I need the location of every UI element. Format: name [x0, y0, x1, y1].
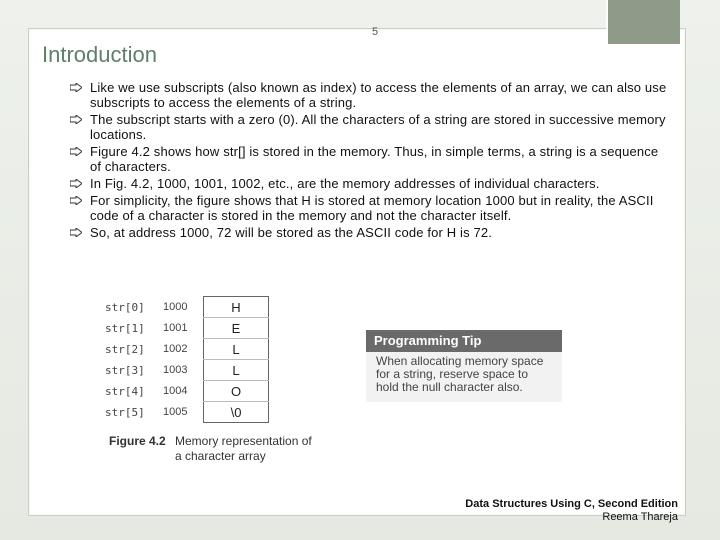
bullet-list	[70, 80, 670, 242]
memory-figure	[105, 296, 335, 471]
figure-caption	[109, 434, 315, 464]
address-label: 1002	[163, 343, 188, 355]
bullet-text: Figure 4.2 shows how str[] is stored in the memory. Thus, in simple terms, a string is a sequence of characters.	[90, 144, 659, 174]
table-row	[105, 360, 269, 381]
index-label: str[4]	[105, 384, 145, 398]
bullet-item	[70, 176, 670, 191]
arrow-bullet-icon	[70, 147, 82, 156]
page-number: 5	[372, 26, 379, 38]
bullet-item	[70, 80, 670, 110]
slide-title: Introduction	[42, 42, 157, 67]
arrow-bullet-icon	[70, 83, 82, 92]
bullet-item	[70, 193, 670, 223]
footer	[465, 498, 678, 524]
index-label: str[0]	[105, 300, 145, 314]
address-label: 1001	[163, 322, 188, 334]
table-row	[105, 297, 269, 318]
index-label: str[2]	[105, 342, 145, 356]
bullet-text: In Fig. 4.2, 1000, 1001, 1002, etc., are the memory addresses of individual characters.	[90, 176, 600, 191]
char-cell: H	[204, 297, 269, 318]
arrow-bullet-icon	[70, 115, 82, 124]
index-label: str[1]	[105, 321, 145, 335]
figure-label: Figure 4.2	[109, 434, 166, 448]
table-row	[105, 339, 269, 360]
address-label: 1003	[163, 364, 188, 376]
table-row	[105, 381, 269, 402]
char-cell: O	[204, 381, 269, 402]
bullet-text: Like we use subscripts (also known as index) to access the elements of an array, we can also use subscripts to access the elements of a string.	[90, 80, 667, 110]
bullet-item	[70, 112, 670, 142]
author-name: Reema Thareja	[602, 511, 678, 523]
tip-text: When allocating memory space for a string, reserve space to hold the null character also.	[376, 354, 544, 394]
arrow-bullet-icon	[70, 228, 82, 237]
bullet-text: For simplicity, the figure shows that H is stored at memory location 1000 but in reality, the ASCII code of a character is stored in the memory and not the character itself.	[90, 193, 654, 223]
arrow-bullet-icon	[70, 196, 82, 205]
char-cell: E	[204, 318, 269, 339]
address-label: 1005	[163, 406, 188, 418]
book-title: Data Structures Using C, Second Edition	[465, 498, 678, 510]
bullet-item	[70, 225, 670, 240]
address-label: 1004	[163, 385, 188, 397]
table-row	[105, 402, 269, 423]
tip-header: Programming Tip	[366, 330, 562, 352]
char-cell: \0	[204, 402, 269, 423]
bullet-item	[70, 144, 670, 174]
table-row	[105, 318, 269, 339]
index-label: str[5]	[105, 405, 145, 419]
corner-decoration	[606, 0, 680, 44]
address-label: 1000	[163, 301, 188, 313]
arrow-bullet-icon	[70, 179, 82, 188]
memory-table	[105, 296, 269, 423]
figure-caption-text: Memory representation of a character array	[175, 434, 312, 463]
index-label: str[3]	[105, 363, 145, 377]
programming-tip-box	[366, 330, 562, 402]
bullet-text: So, at address 1000, 72 will be stored as the ASCII code for H is 72.	[90, 225, 493, 240]
char-cell: L	[204, 339, 269, 360]
bullet-text: The subscript starts with a zero (0). All the characters of a string are stored in successive memory locations.	[90, 112, 666, 142]
char-cell: L	[204, 360, 269, 381]
